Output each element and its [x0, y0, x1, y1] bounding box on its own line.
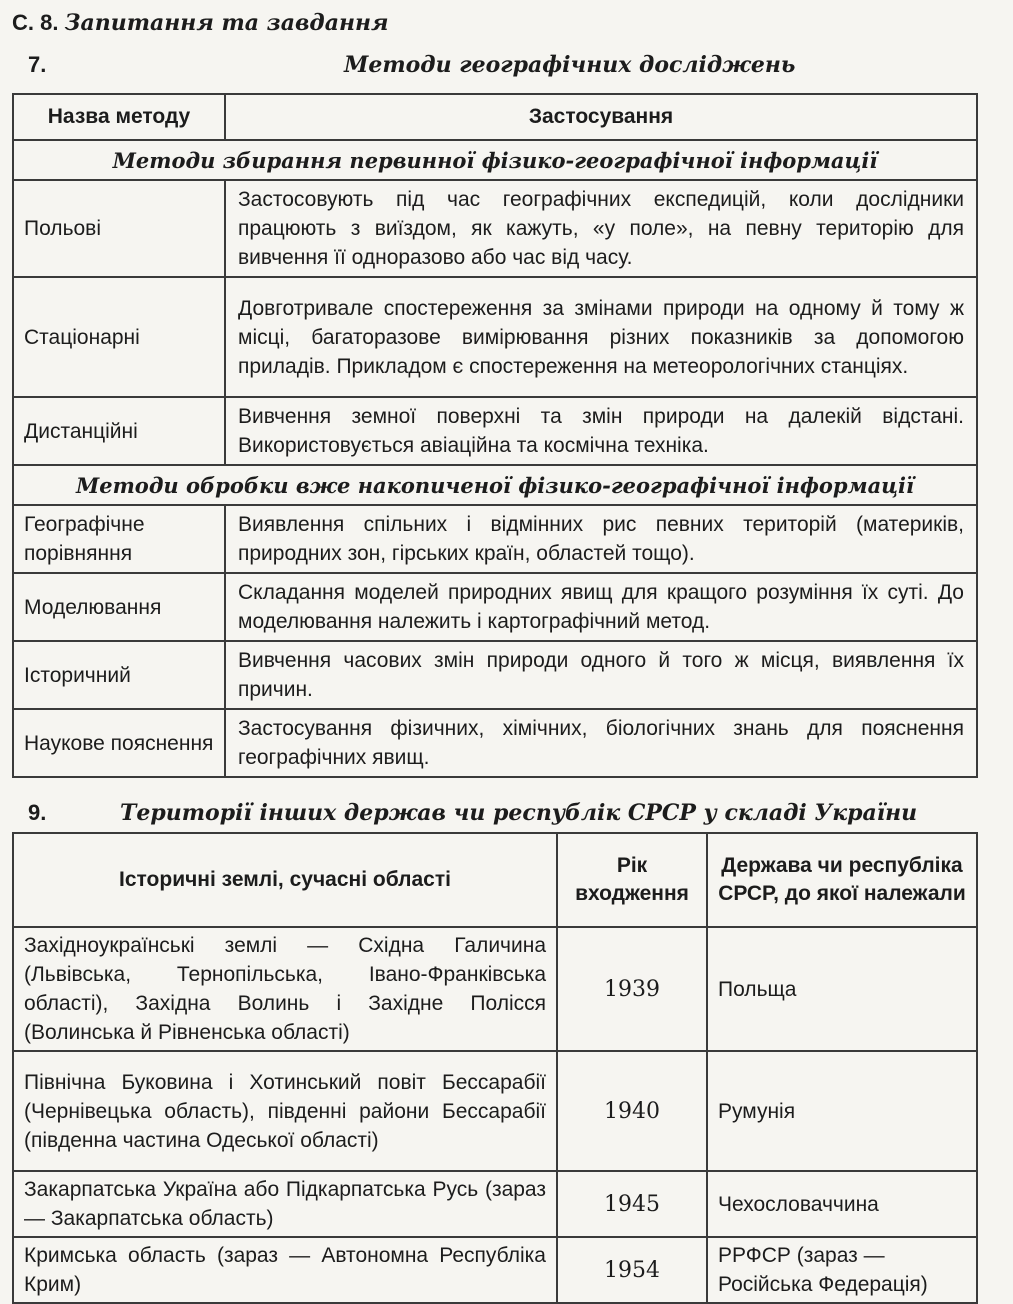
method-desc: Довготривале спостереження за змінами природи на одному й тому ж місці, багаторазове вимірювання різних показників за допомогою приладів. Прикладом є спостереження на метеорологічних станціях.	[225, 277, 977, 397]
method-name: Географічне порівняння	[13, 505, 225, 573]
column-header-application: Застосування	[225, 94, 977, 140]
page-header	[12, 10, 389, 36]
method-desc: Виявлення спільних і відмінних рис певних територій (материків, природних зон, гірських країн, областей тощо).	[225, 505, 977, 573]
column-header-method: Назва методу	[13, 94, 225, 140]
table-row	[13, 1171, 977, 1237]
table-row	[13, 1237, 977, 1303]
method-name: Моделювання	[13, 573, 225, 641]
method-name: Польові	[13, 180, 225, 277]
method-desc: Застосування фізичних, хімічних, біологічних знань для пояснення географічних явищ.	[225, 709, 977, 777]
methods-table	[12, 93, 978, 778]
land-cell: Кримська область (зараз — Автономна Республіка Крим)	[13, 1237, 557, 1303]
table-row	[13, 397, 977, 465]
year-cell: 1940	[557, 1051, 707, 1171]
year-cell: 1945	[557, 1171, 707, 1237]
method-name: Стаціонарні	[13, 277, 225, 397]
state-cell: Чехословаччина	[707, 1171, 977, 1237]
table-row	[13, 573, 977, 641]
group-title: Методи обробки вже накопиченої фізико-географічної інформації	[13, 465, 977, 505]
table-row	[13, 277, 977, 397]
page-title: Запитання та завдання	[64, 10, 389, 36]
section9-number: 9.	[28, 800, 47, 825]
methods-header-row	[13, 94, 977, 140]
table-row	[13, 180, 977, 277]
year-cell: 1939	[557, 927, 707, 1051]
column-header-state: Держава чи республіка СРСР, до якої належали	[707, 833, 977, 927]
section7-title: Методи географічних досліджень	[344, 52, 796, 78]
method-desc: Застосовують під час географічних експедицій, коли дослідники працюють з виїздом, як кажуть, «у поле», на певну територію для вивчення її одноразово або час від часу.	[225, 180, 977, 277]
group-title: Методи збирання первинної фізико-географічної інформації	[13, 140, 977, 180]
section7-number: 7.	[28, 52, 47, 77]
method-name: Дистанційні	[13, 397, 225, 465]
territories-table	[12, 832, 978, 1304]
state-cell: Польща	[707, 927, 977, 1051]
column-header-lands: Історичні землі, сучасні області	[13, 833, 557, 927]
table-row	[13, 1051, 977, 1171]
land-cell: Західноукраїнські землі — Східна Галичина (Львівська, Тернопільська, Івано-Франківська області), Західна Волинь і Західне Полісся (Волинська й Рівненська області)	[13, 927, 557, 1051]
method-desc: Вивчення часових змін природи одного й того ж місця, виявлення їх причин.	[225, 641, 977, 709]
method-desc: Вивчення земної поверхні та змін природи на далекій відстані. Використовується авіаційна та космічна техніка.	[225, 397, 977, 465]
table-row	[13, 505, 977, 573]
land-cell: Закарпатська Україна або Підкарпатська Русь (зараз — Закарпатська область)	[13, 1171, 557, 1237]
table-row	[13, 709, 977, 777]
year-cell: 1954	[557, 1237, 707, 1303]
land-cell: Північна Буковина і Хотинський повіт Бессарабії (Чернівецька область), південні райони Бессарабії (південна частина Одеської області)	[13, 1051, 557, 1171]
column-header-year: Рік входження	[557, 833, 707, 927]
state-cell: РРФСР (зараз — Російська Федерація)	[707, 1237, 977, 1303]
table-row	[13, 927, 977, 1051]
method-name: Наукове пояснення	[13, 709, 225, 777]
method-name: Історичний	[13, 641, 225, 709]
table-row	[13, 641, 977, 709]
territories-header-row	[13, 833, 977, 927]
state-cell: Румунія	[707, 1051, 977, 1171]
method-desc: Складання моделей природних явищ для кращого розуміння їх суті. До моделювання належить і картографічний метод.	[225, 573, 977, 641]
page-prefix: С. 8.	[12, 10, 59, 35]
section9-title: Території інших держав чи республік СРСР у складі України	[120, 800, 918, 826]
